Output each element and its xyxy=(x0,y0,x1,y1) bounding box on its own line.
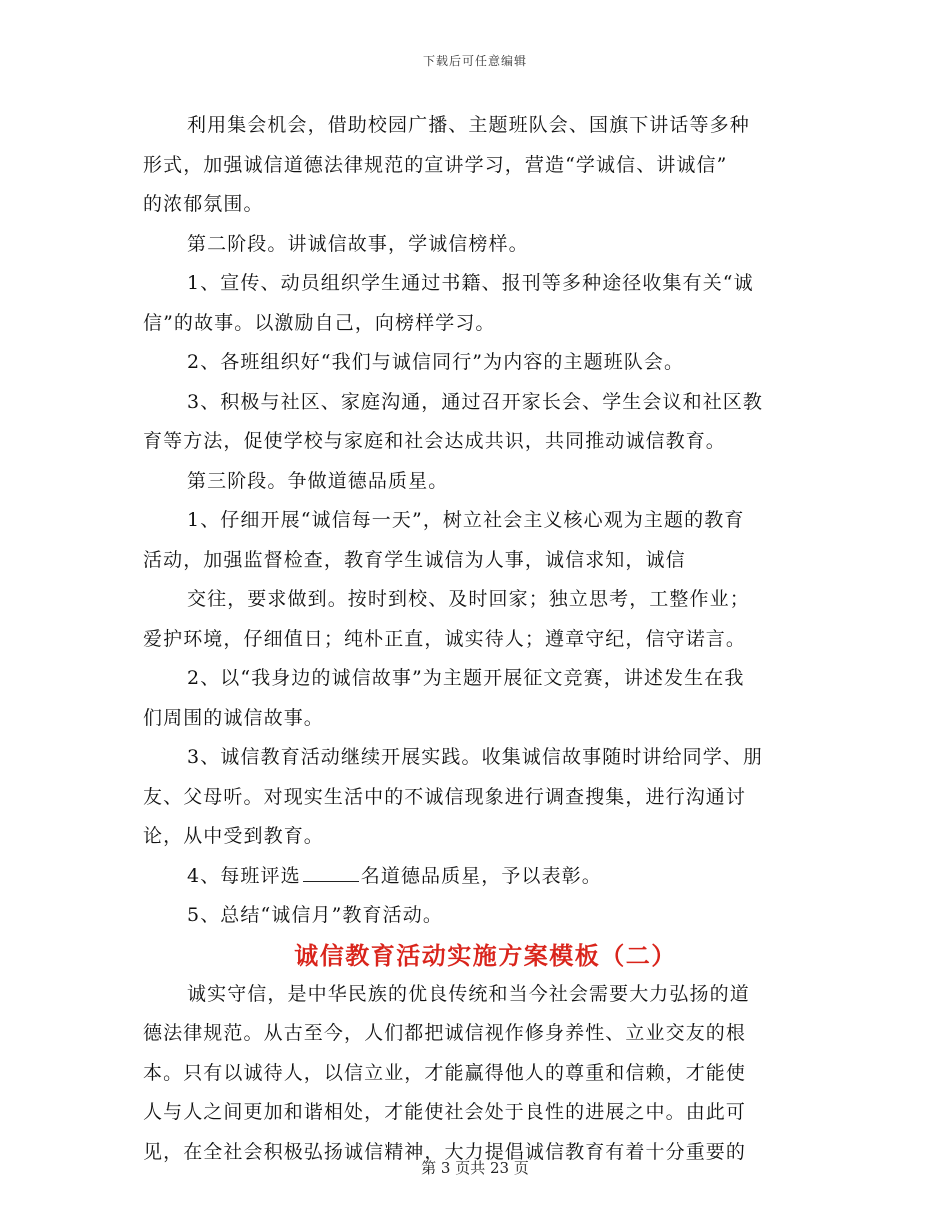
paragraph-line: 本。只有以诚待人，以信立业，才能赢得他人的尊重和信赖，才能使 xyxy=(143,1061,747,1084)
list-item-line: 2、以“我身边的诚信故事”为主题开展征文竞赛，讲述发生在我 xyxy=(187,667,745,689)
header-note: 下载后可任意编辑 xyxy=(422,54,527,68)
list-item-line: 3、积极与社区、家庭沟通，通过召开家长会、学生会议和社区教 xyxy=(187,390,763,413)
paragraph-line: 利用集会机会，借助校园广播、主题班队会、国旗下讲话等多种 xyxy=(187,114,750,136)
list-item-line: 育等方法，促使学校与家庭和社会达成共识，共同推动诚信教育。 xyxy=(143,430,726,452)
list-item-suffix: 名道德品质星，予以表彰。 xyxy=(360,864,602,887)
list-item-line: 信”的故事。以激励自己，向榜样学习。 xyxy=(143,311,496,334)
list-item-line: 论，从中受到教育。 xyxy=(143,825,324,847)
paragraph-line: 人与人之间更加和谐相处，才能使社会处于良性的进展之中。由此可 xyxy=(143,1101,747,1123)
stage-heading: 第二阶段。讲诚信故事，学诚信榜样。 xyxy=(187,232,529,255)
list-item-line: 3、诚信教育活动继续开展实践。收集诚信故事随时讲给同学、朋 xyxy=(187,746,763,768)
document-body xyxy=(143,106,808,1172)
list-item-line: 们周围的诚信故事。 xyxy=(143,706,324,729)
list-item-line: 1、宣传、动员组织学生通过书籍、报刊等多种途径收集有关“诚 xyxy=(187,272,754,294)
list-item-line: 5、总结“诚信月”教育活动。 xyxy=(187,904,443,926)
page-number: 第 3 页共 23 页 xyxy=(421,1159,529,1177)
paragraph-line: 德法律规范。从古至今，人们都把诚信视作修身养性、立业交友的根 xyxy=(143,1022,747,1044)
list-item-line: 友、父母听。对现实生活中的不诚信现象进行调查搜集，进行沟通讨 xyxy=(143,785,747,808)
stage-heading: 第三阶段。争做道德品质星。 xyxy=(187,469,449,492)
paragraph-line: 形式，加强诚信道德法律规范的宣讲学习，营造“学诚信、讲诚信” xyxy=(143,153,728,176)
list-item-line: 爱护环境，仔细值日；纯朴正直，诚实待人；遵章守纪，信守诺言。 xyxy=(143,627,747,650)
list-item-line: 活动，加强监督检查，教育学生诚信为人事，诚信求知，诚信 xyxy=(143,548,686,571)
section-title: 诚信教育活动实施方案模板（二） xyxy=(294,940,677,970)
list-item-line: 交往，要求做到。按时到校、及时回家；独立思考，工整作业； xyxy=(187,588,750,610)
paragraph-line: 诚实守信，是中华民族的优良传统和当今社会需要大力弘扬的道 xyxy=(187,982,750,1005)
paragraph-line: 的浓郁氛围。 xyxy=(143,193,264,215)
fill-in-blank xyxy=(303,865,359,882)
list-item-prefix: 4、每班评选 xyxy=(187,864,301,887)
paragraph-line: 见，在全社会积极弘扬诚信精神，大力提倡诚信教育有着十分重要的 xyxy=(143,1140,747,1163)
list-item-line: 2、各班组织好“我们与诚信同行”为内容的主题班队会。 xyxy=(187,351,685,373)
list-item-line xyxy=(143,857,808,897)
list-item-line: 1、仔细开展“诚信每一天”，树立社会主义核心观为主题的教育 xyxy=(187,509,745,531)
